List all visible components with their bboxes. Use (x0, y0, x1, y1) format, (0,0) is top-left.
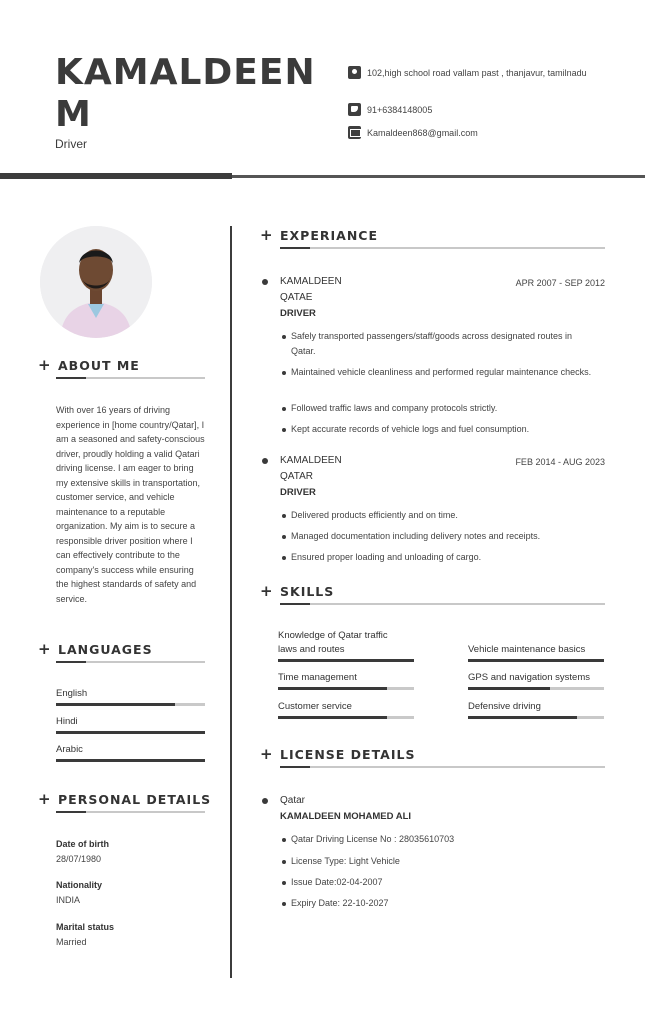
about-heading: ABOUT ME (58, 357, 140, 373)
license-detail: Issue Date:02-04-2007 (282, 875, 592, 890)
about-underline (56, 377, 205, 379)
skills-underline (280, 603, 605, 605)
license-detail: Expiry Date: 22-10-2027 (282, 896, 592, 911)
skill-level-fill (468, 687, 550, 690)
job-duty: Followed traffic laws and company protocols strictly. (282, 401, 592, 416)
skill-level-fill (278, 687, 387, 690)
skill-level-fill (278, 659, 414, 662)
contact-address (348, 66, 618, 80)
personal-section-heading (38, 790, 211, 808)
skill-level-bar (278, 716, 414, 719)
marital-value: Married (56, 937, 87, 947)
license-underline (280, 766, 605, 768)
job-dates: FEB 2014 - AUG 2023 (515, 457, 605, 467)
languages-underline (56, 661, 205, 663)
job-bullet (262, 279, 268, 285)
skill-item (278, 700, 414, 719)
skill-name: Vehicle maintenance basics (468, 644, 586, 655)
license-heading: LICENSE DETAILS (280, 746, 416, 762)
language-level-fill (56, 731, 205, 734)
dob-label: Date of birth (56, 839, 109, 849)
plus-icon: + (38, 356, 52, 374)
contact-phone (348, 103, 618, 117)
license-detail: Qatar Driving License No : 28035610703 (282, 832, 592, 847)
skill-item (468, 700, 604, 719)
job-duty: Delivered products efficiently and on time. (282, 508, 592, 523)
license-section-heading (260, 745, 415, 763)
header-divider-thin (232, 175, 645, 178)
language-level-bar (56, 703, 205, 706)
skill-name: Customer service (278, 701, 352, 712)
language-item (56, 744, 205, 762)
license-bullet (262, 798, 268, 804)
job-dates: APR 2007 - SEP 2012 (515, 278, 605, 288)
skill-name: Defensive driving (468, 701, 541, 712)
skill-item (468, 671, 604, 690)
job-bullet (262, 458, 268, 464)
job-company: KAMALDEEN (280, 276, 342, 287)
license-detail: License Type: Light Vehicle (282, 854, 592, 869)
job-title: DRIVER (280, 308, 316, 319)
job-duty: Ensured proper loading and unloading of cargo. (282, 550, 592, 565)
contact-email (348, 126, 618, 140)
location-pin-icon (348, 66, 361, 79)
job-duty: Kept accurate records of vehicle logs and fuel consumption. (282, 422, 592, 437)
skill-level-bar (468, 716, 604, 719)
skill-name: Time management (278, 672, 357, 683)
language-name: English (56, 688, 88, 699)
skill-level-bar (278, 659, 414, 662)
experience-section-heading (260, 226, 378, 244)
phone-text: 91+6384148005 (367, 105, 433, 115)
job-country: QATAR (280, 471, 313, 482)
language-item (56, 716, 205, 734)
job-duty: Managed documentation including delivery notes and receipts. (282, 529, 592, 544)
about-section-heading (38, 356, 140, 374)
plus-icon: + (260, 582, 274, 600)
skill-level-fill (468, 659, 604, 662)
language-level-fill (56, 759, 205, 762)
language-name: Arabic (56, 744, 83, 755)
skill-item (468, 643, 604, 662)
about-text: With over 16 years of driving experience in [home country/Qatar], I am a seasoned and safety-conscious driver, proudly holding a valid Qatari driving license. I am eager to bring my extensive skills in transportation, customer service, and vehicle maintenance to a reputable organization. My aim is to secure a responsible driver position where I can effectively contribute to the company's success while ensuring the highest standards of safety and service. (56, 405, 205, 604)
job-duty: Maintained vehicle cleanliness and performed regular maintenance checks. (282, 365, 592, 380)
skill-name: GPS and navigation systems (468, 672, 590, 683)
experience-underline (280, 247, 605, 249)
candidate-role: Driver (55, 137, 87, 151)
language-name: Hindi (56, 716, 78, 727)
skills-section-heading (260, 582, 334, 600)
email-icon (348, 126, 361, 139)
skill-level-bar (468, 687, 604, 690)
email-text: Kamaldeen868@gmail.com (367, 128, 478, 138)
phone-icon (348, 103, 361, 116)
skill-level-bar (278, 687, 414, 690)
languages-section-heading (38, 640, 153, 658)
job-country: QATAE (280, 292, 313, 303)
plus-icon: + (38, 790, 52, 808)
skill-item (278, 629, 398, 662)
license-country: Qatar (280, 795, 306, 806)
nationality-label: Nationality (56, 880, 103, 890)
job-duty: Safely transported passengers/staff/goods across designated routes in Qatar. (282, 329, 592, 359)
skill-level-fill (278, 716, 387, 719)
dob-value: 28/07/1980 (56, 854, 102, 864)
candidate-name: KAMALDEEN M (55, 52, 316, 135)
personal-heading: PERSONAL DETAILS (58, 791, 212, 807)
language-level-bar (56, 731, 205, 734)
language-item (56, 688, 205, 706)
plus-icon: + (260, 226, 274, 244)
column-divider (230, 226, 232, 978)
skill-name: Knowledge of Qatar traffic laws and routes (278, 630, 388, 655)
marital-label: Marital status (56, 922, 115, 932)
job-company: KAMALDEEN (280, 455, 342, 466)
profile-photo (40, 226, 152, 338)
skills-heading: SKILLS (280, 583, 335, 599)
skill-level-fill (468, 716, 577, 719)
job-title: DRIVER (280, 487, 316, 498)
plus-icon: + (38, 640, 52, 658)
experience-heading: EXPERIANCE (280, 227, 379, 243)
language-level-fill (56, 703, 175, 706)
address-text: 102,high school road vallam past , thanjavur, tamilnadu (367, 68, 587, 78)
nationality-value: INDIA (56, 895, 81, 905)
license-holder: KAMALDEEN MOHAMED ALI (280, 811, 412, 822)
language-level-bar (56, 759, 205, 762)
languages-heading: LANGUAGES (58, 641, 153, 657)
personal-underline (56, 811, 205, 813)
plus-icon: + (260, 745, 274, 763)
skill-level-bar (468, 659, 604, 662)
skill-item (278, 671, 414, 690)
header-divider-thick (0, 173, 232, 179)
